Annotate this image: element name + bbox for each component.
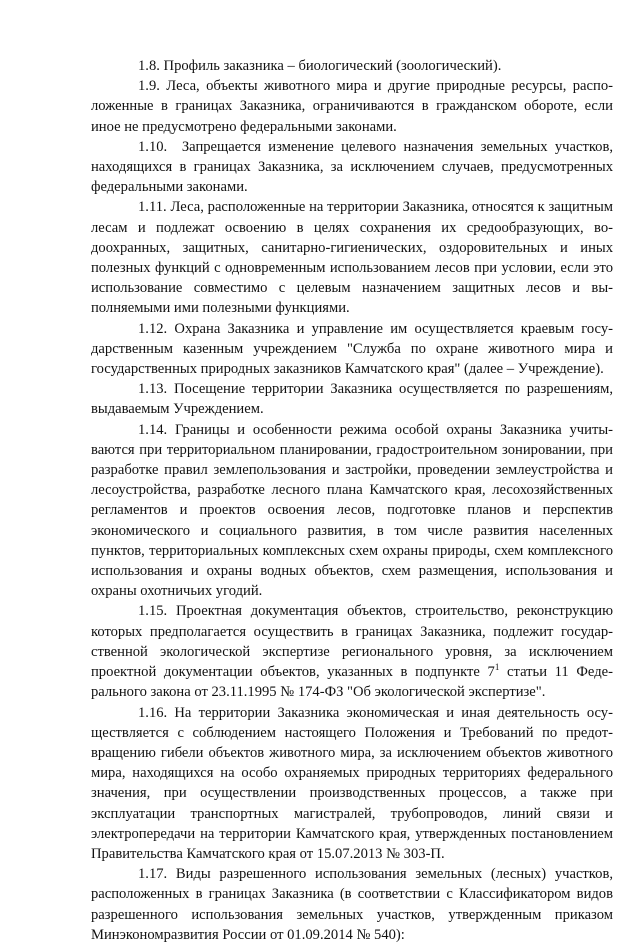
paragraph-1-14 — [91, 420, 613, 602]
paragraph-number: 1.10. — [138, 138, 168, 155]
paragraph-1-9 — [91, 76, 613, 137]
paragraph-1-13 — [91, 379, 613, 419]
paragraph-text: Леса, объекты животного мира и другие природные ресурсы, расположенные в границах Заказника, ограничиваются в гражданском обороте, если иное не предусмотрено федеральными законами. — [91, 78, 613, 135]
paragraph-number: 1.12. — [138, 320, 168, 337]
document-body — [91, 56, 613, 945]
paragraph-1-16 — [91, 703, 613, 865]
paragraph-number: 1.11. — [138, 199, 167, 216]
paragraph-text: Профиль заказника – биологический (зоологический). — [163, 58, 502, 74]
paragraph-1-15 — [91, 601, 613, 702]
paragraph-text: Охрана Заказника и управление им осуществляется краевым государственным казенным учреждением "Служба по охране животного мира и государственных природных заказников Камчатского края" (далее – Учреждение). — [91, 320, 614, 378]
paragraph-number: 1.9. — [138, 78, 160, 95]
paragraph-text: Границы и особенности режима особой охраны Заказника учитываются при территориальном планировании, градостроительном зонировании, при разработке правил землепользования и застройки, проведении землеустройства и лесоустройства, разработке лесного плана Камчатского края, лесохозяйственных регламентов и проектов освоения лесов, подготовке планов и перспектив экономического и социального развития, в том числе развития населенных пунктов, территориальных комплексных схем охраны природы, схем комплексного использования и охраны водных объектов, схем размещения, использования и охраны охотничьих угодий. — [91, 421, 614, 600]
superscript: 1 — [494, 662, 500, 673]
paragraph-1-10 — [91, 137, 613, 198]
paragraph-text: На территории Заказника экономическая и иная деятельность осуществляется с соблюдением настоящего Положения и Требований по предотвращению гибели объектов животного мира, за исключением объектов животного мира, находящихся на особо охраняемых природных территориях федерального значения, при осуществлении производственных процессов, а также при эксплуатации транспортных магистралей, трубопроводов, линий связи и электропередачи на территории Камчатского края, утвержденных постановлением Правительства Камчатского края от 15.07.2013 № 303-П. — [91, 704, 613, 862]
paragraph-text: Проектная документация объектов, строительство, реконструкцию которых предполагается осуществить в границах Заказника, подлежит государственной экологической экспертизе регионального уровня, за исключением проектной документации объектов, указанных в подпункте 7 — [91, 603, 613, 681]
paragraph-number: 1.13. — [138, 381, 168, 398]
paragraph-text: Леса, расположенные на территории Заказника, относятся к защитным лесам и подлежат освоению в целях сохранения их средообразующих, водоохранных, защитных, санитарно-гигиенических, оздоровительных и иных полезных функций с одновременным использованием лесов при условии, если это использование совместимо с целевым назначением защитных лесов и выполняемыми ими полезными функциями. — [91, 199, 613, 317]
paragraph-number: 1.14. — [138, 421, 168, 438]
paragraph-text: Посещение территории Заказника осуществляется по разрешениям, выдаваемым Учреждением. — [91, 381, 613, 418]
paragraph-number: 1.17. — [138, 866, 168, 883]
paragraph-text: Запрещается изменение целевого назначения земельных участков, находящихся в границах Заказника, за исключением случаев, предусмотренных федеральными законами. — [91, 138, 614, 196]
paragraph-1-12 — [91, 319, 613, 380]
paragraph-text: Виды разрешенного использования земельных (лесных) участков, расположенных в границах Заказника (в соответствии с Классификатором видов разрешенного использования земельных участков, утвержденным приказом Минэкономразвития России от 01.09.2014 № 540): — [91, 866, 613, 943]
paragraph-number: 1.8. — [138, 58, 160, 74]
paragraph-number: 1.16. — [138, 704, 168, 721]
paragraph-number: 1.15. — [138, 603, 168, 620]
paragraph-1-11 — [91, 197, 613, 318]
paragraph-text-continued: статьи 11 Федерального закона от 23.11.1995 № 174-ФЗ "Об экологической экспертизе". — [91, 664, 613, 701]
paragraph-1-8 — [91, 56, 613, 76]
